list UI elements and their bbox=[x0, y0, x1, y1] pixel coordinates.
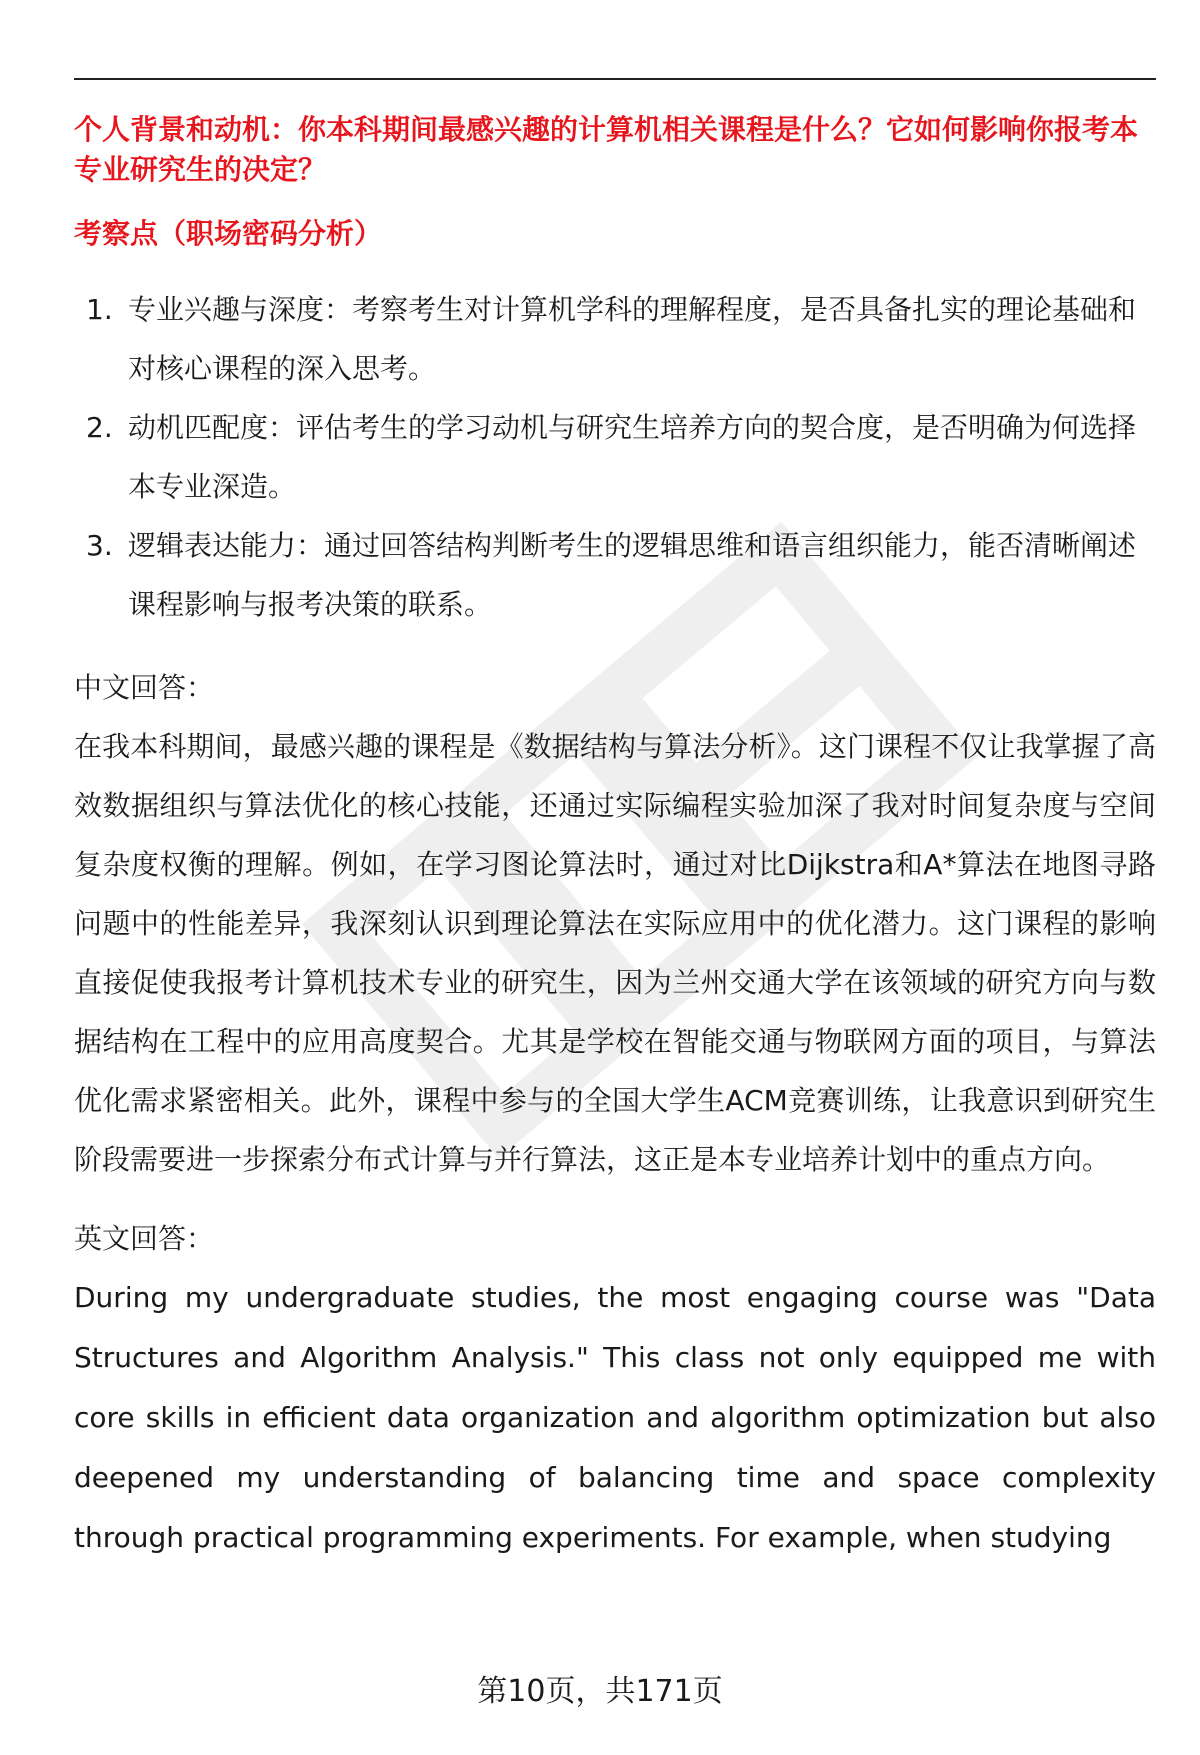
english-answer-label: 英文回答： bbox=[74, 1222, 215, 1255]
document-body bbox=[74, 110, 1156, 1568]
evaluation-points-list bbox=[74, 280, 1156, 634]
list-item-text: 逻辑表达能力：通过回答结构判断考生的逻辑思维和语言组织能力，能否清晰阐述课程影响与报考决策的联系。 bbox=[128, 529, 1137, 621]
list-item-text: 专业兴趣与深度：考察考生对计算机学科的理解程度，是否具备扎实的理论基础和对核心课程的深入思考。 bbox=[128, 293, 1137, 385]
chinese-answer-label: 中文回答： bbox=[74, 671, 215, 704]
english-answer-text: During my undergraduate studies, the most engaging course was "Data Structures and Algorithm Analysis." This class not only equipped me with core skills in efficient data organization and algorithm optimization but also deepened my understanding of balancing time and space complexity through practical programming experiments. For example, when studying bbox=[74, 1281, 1156, 1554]
list-item bbox=[74, 516, 1156, 634]
list-item-text: 动机匹配度：评估考生的学习动机与研究生培养方向的契合度，是否明确为何选择本专业深造。 bbox=[128, 411, 1137, 503]
list-item bbox=[74, 398, 1156, 516]
list-item-number: 2. bbox=[86, 411, 113, 444]
section-title: 考察点（职场密码分析） bbox=[74, 217, 383, 250]
question-heading: 个人背景和动机：你本科期间最感兴趣的计算机相关课程是什么？它如何影响你报考本专业研究生的决定？ bbox=[74, 113, 1139, 186]
chinese-answer-text: 在我本科期间，最感兴趣的课程是《数据结构与算法分析》。这门课程不仅让我掌握了高效数据组织与算法优化的核心技能，还通过实际编程实验加深了我对时间复杂度与空间复杂度权衡的理解。例如，在学习图论算法时，通过对比Dijkstra和A*算法在地图寻路问题中的性能差异，我深刻认识到理论算法在实际应用中的优化潜力。这门课程的影响直接促使我报考计算机技术专业的研究生，因为兰州交通大学在该领域的研究方向与数据结构在工程中的应用高度契合。尤其是学校在智能交通与物联网方面的项目，与算法优化需求紧密相关。此外，课程中参与的全国大学生ACM竞赛训练，让我意识到研究生阶段需要进一步探索分布式计算与并行算法，这正是本专业培养计划中的重点方向。 bbox=[74, 730, 1156, 1176]
list-item bbox=[74, 280, 1156, 398]
page-number-footer: 第10页，共171页 bbox=[477, 1674, 723, 1709]
header-divider bbox=[74, 78, 1156, 80]
list-item-number: 1. bbox=[86, 293, 113, 326]
list-item-number: 3. bbox=[86, 529, 113, 562]
